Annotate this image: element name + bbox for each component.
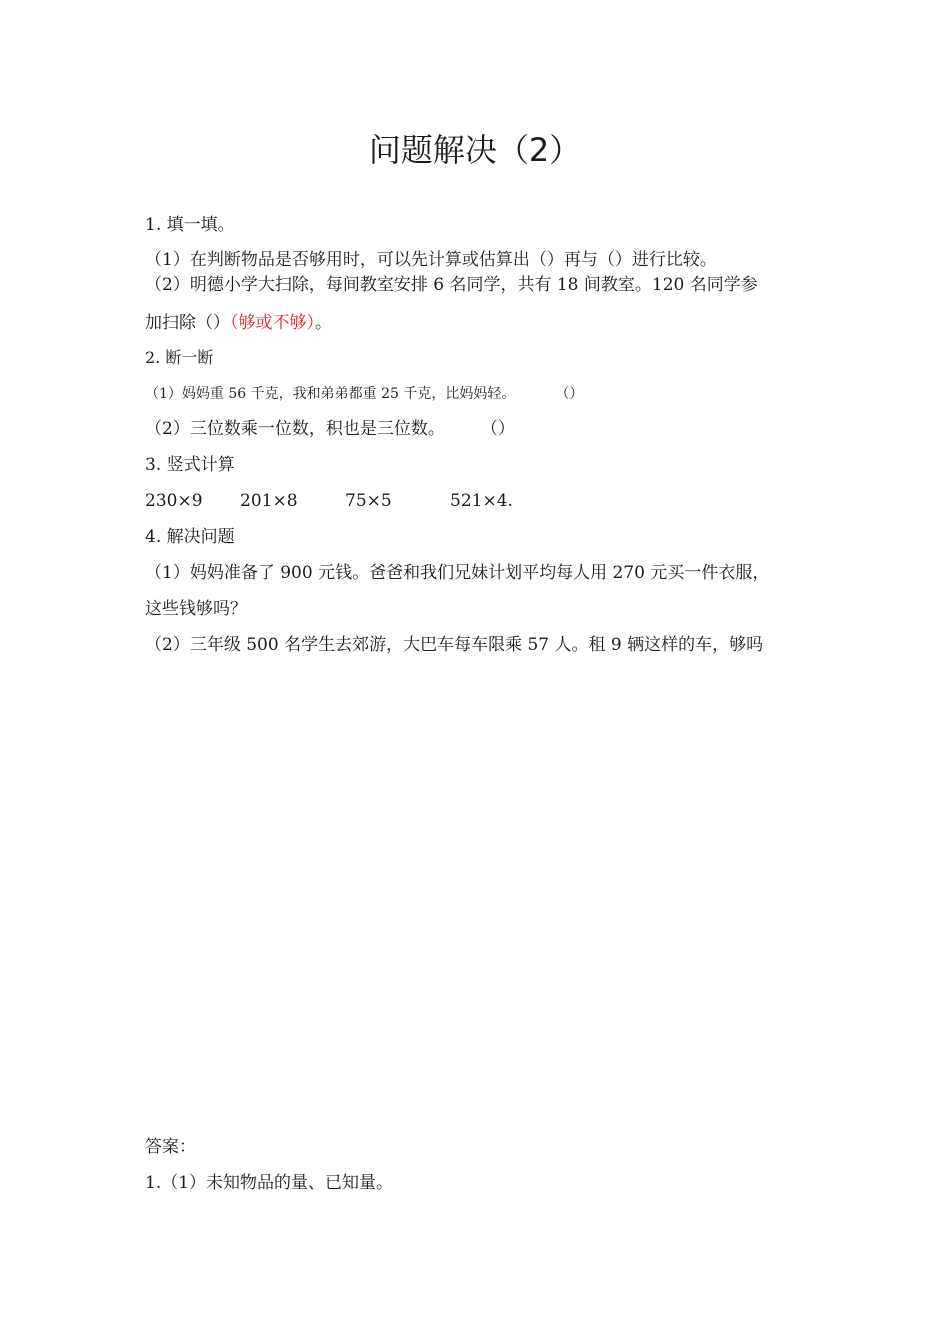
q1-item2-hint: （够或不够） — [230, 313, 315, 333]
q3-calc-row — [145, 491, 513, 511]
q3-heading: 3. 竖式计算 — [145, 455, 235, 475]
q4-item1-line1: （1）妈妈准备了 900 元钱。爸爸和我们兄妹计划平均每人用 270 元买一件衣服， — [145, 563, 770, 583]
answer-1: 1.（1）未知物品的量、已知量。 — [145, 1173, 394, 1193]
q1-item2-prefix: 加扫除（） — [145, 313, 230, 333]
q1-item1: （1）在判断物品是否够用时，可以先计算或估算出（）再与（）进行比较。 — [145, 250, 717, 270]
q4-item2: （2）三年级 500 名学生去郊游，大巴车每车限乘 57 人。租 9 辆这样的车，够吗 — [145, 635, 764, 655]
q1-heading: 1. 填一填。 — [145, 215, 235, 235]
q2-item2 — [145, 419, 515, 439]
q4-item1-line2: 这些钱够吗？ — [145, 599, 247, 619]
answers-heading: 答案： — [145, 1137, 196, 1157]
calc-item: 521×4. — [450, 491, 513, 511]
q2-item1-blank: （） — [555, 386, 584, 402]
page-title: 问题解决（2） — [368, 131, 582, 169]
q2-item2-blank: （） — [480, 419, 515, 439]
q4-heading: 4. 解决问题 — [145, 527, 235, 547]
calc-item: 75×5 — [345, 491, 392, 511]
calc-item: 230×9 — [145, 491, 203, 511]
calc-item: 201×8 — [240, 491, 298, 511]
q1-item2-line2 — [145, 313, 332, 333]
q2-item2-text: （2）三位数乘一位数，积也是三位数。 — [145, 419, 445, 439]
q2-heading: 2. 断一断 — [145, 348, 214, 367]
q2-item1 — [145, 384, 583, 404]
q2-item1-text: （1）妈妈重 56 千克，我和弟弟都重 25 千克，比妈妈轻。 — [145, 386, 516, 402]
q1-item2-suffix: 。 — [315, 313, 332, 333]
q1-item2-line1: （2）明德小学大扫除，每间教室安排 6 名同学，共有 18 间教室。120 名同学参 — [145, 275, 758, 295]
